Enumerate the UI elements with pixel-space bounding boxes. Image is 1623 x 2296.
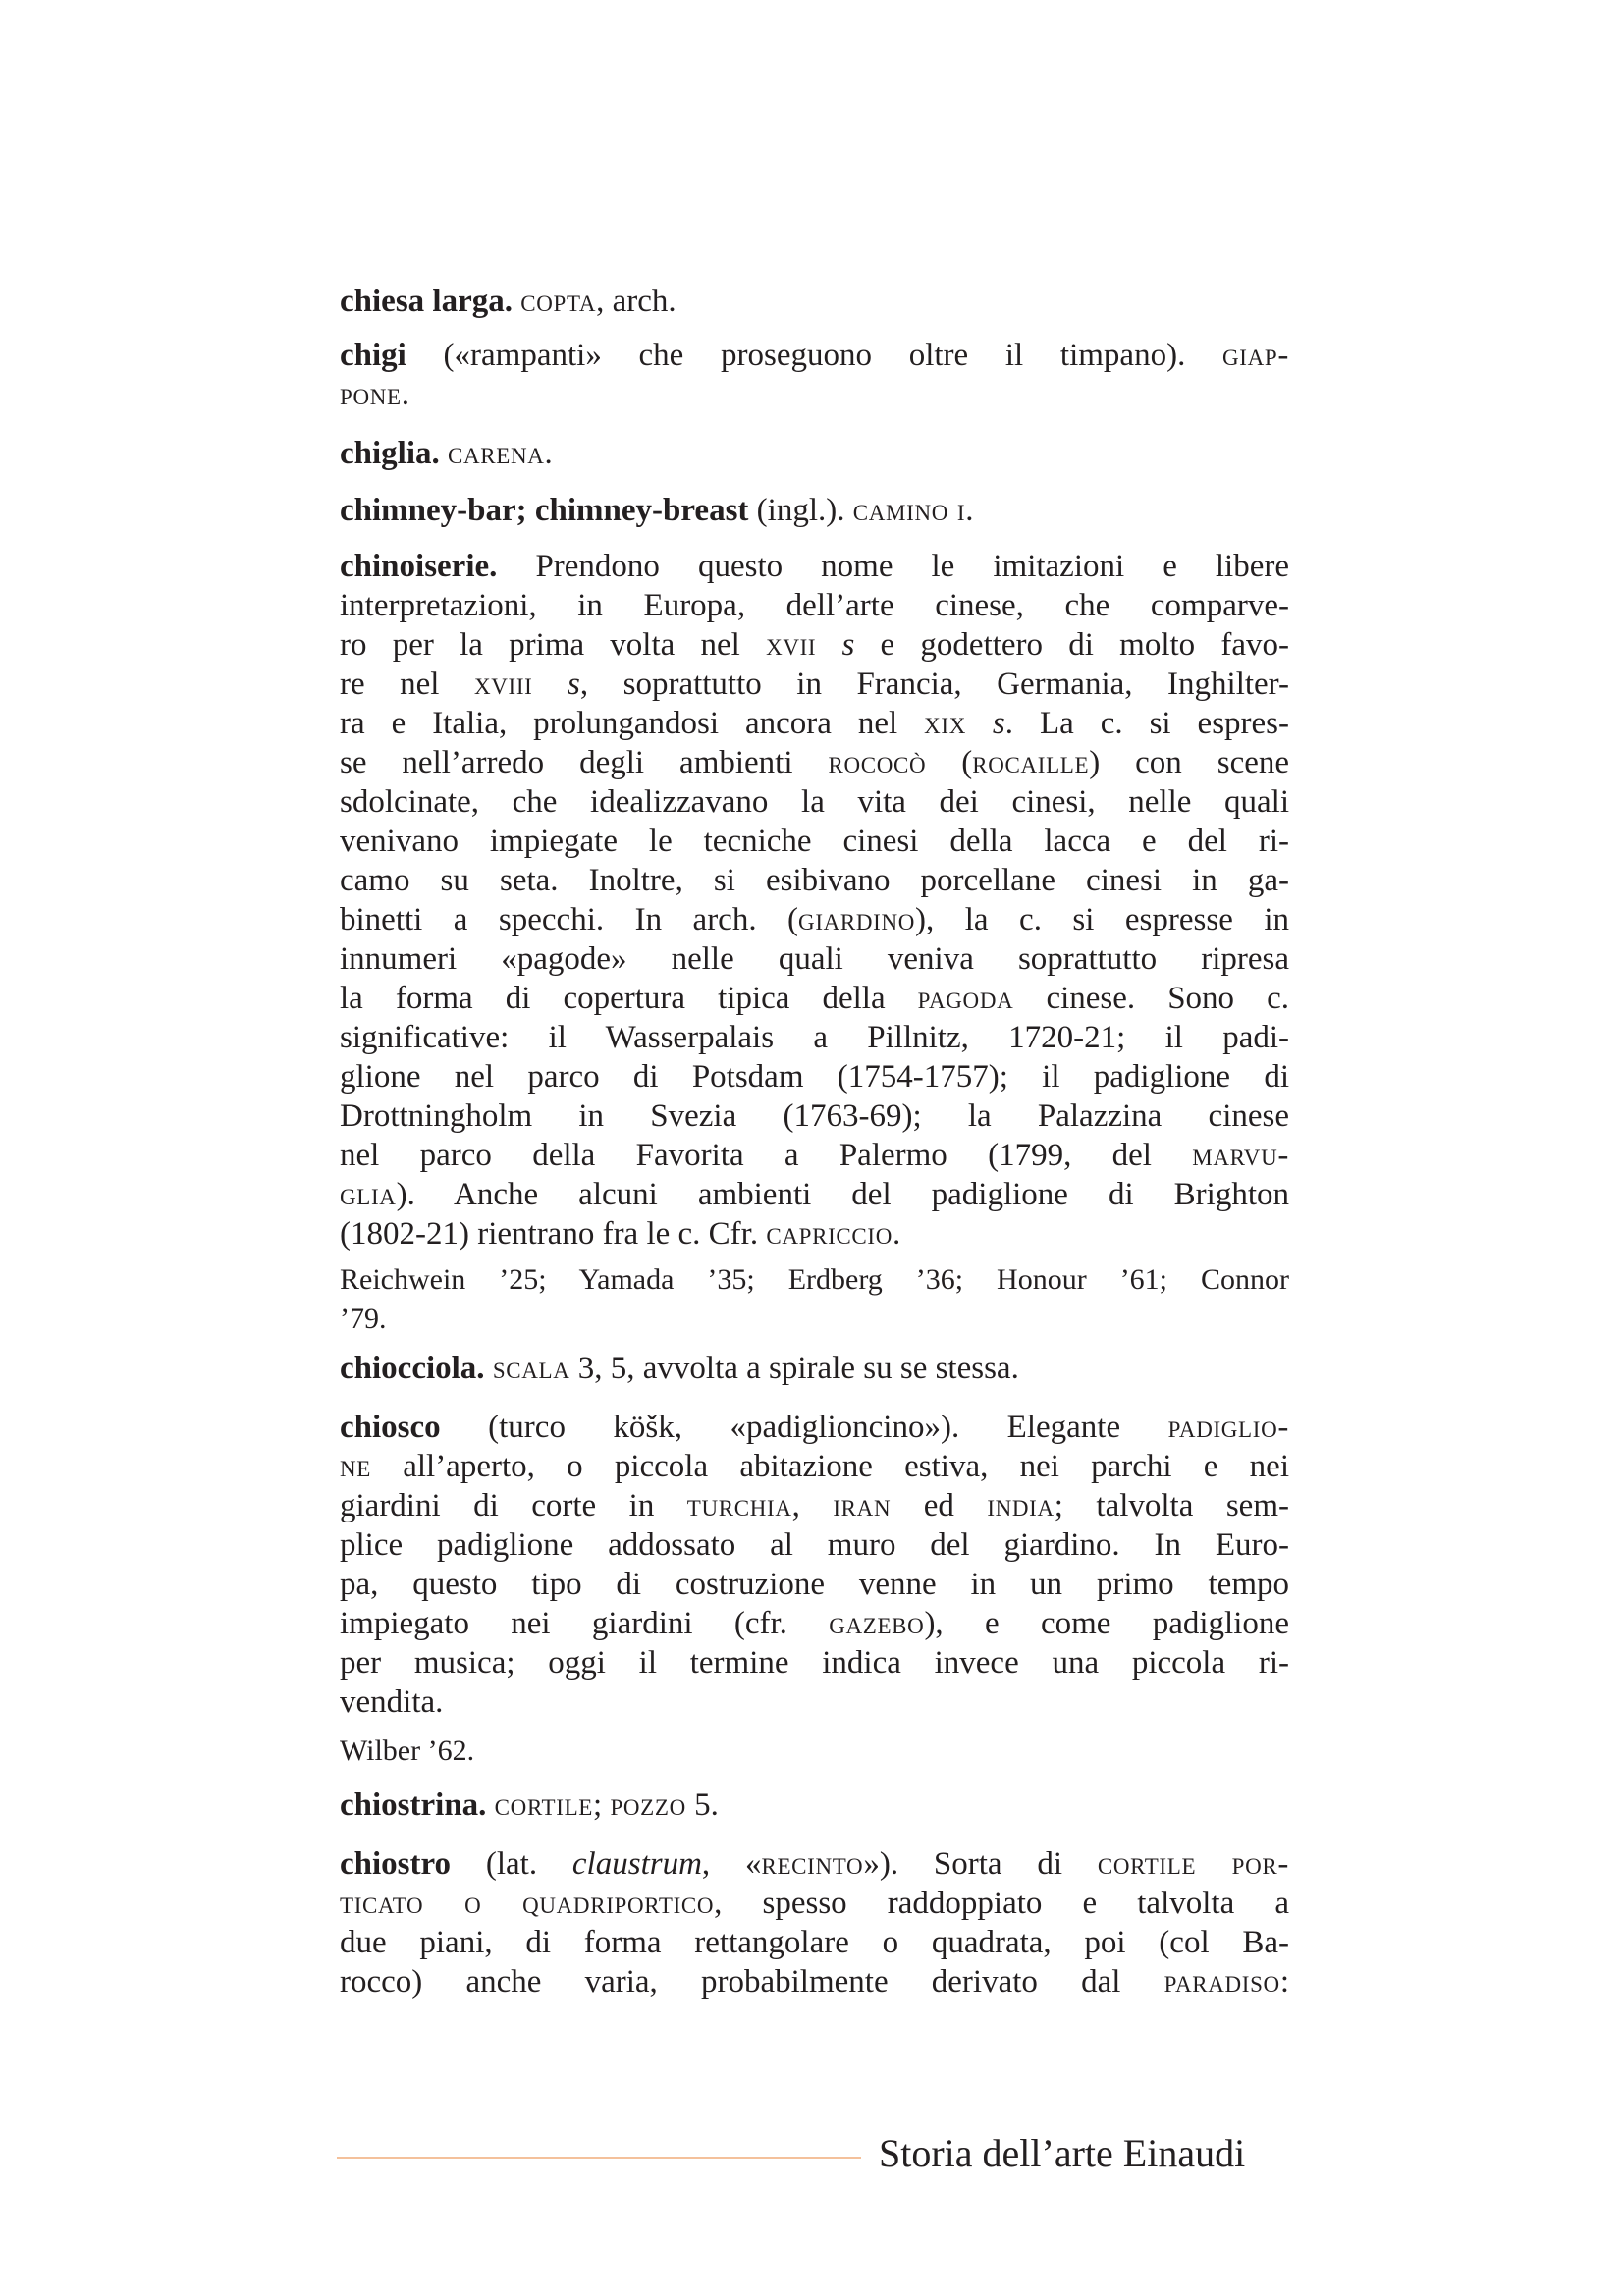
text-line	[340, 375, 1289, 414]
text-line	[340, 782, 1289, 822]
text-run: significative: il Wasserpalais a Pillnitz, 1720-21; il padi-	[340, 1020, 1289, 1055]
headword: chinoiserie.	[340, 549, 498, 584]
headword: chimney-bar; chimney-breast	[340, 493, 749, 528]
text-run	[486, 1788, 494, 1823]
text-run: .	[892, 1216, 901, 1252]
cross-reference: cortile	[494, 1788, 594, 1823]
text-line	[340, 336, 1289, 375]
text-run: nel parco della Favorita a Palermo (1799, del	[340, 1138, 1193, 1173]
text-run: vendita.	[340, 1684, 444, 1720]
text-line	[340, 1408, 1289, 1447]
text-line	[340, 491, 1289, 530]
italic-text: claustrum	[571, 1846, 702, 1882]
text-run: (ingl.).	[748, 493, 853, 528]
text-line	[340, 1214, 1289, 1254]
footer-title: Storia dell’arte Einaudi	[879, 2131, 1246, 2175]
text-run: Prendono questo nome le imitazioni e libere	[497, 549, 1289, 584]
cross-reference: turchia	[686, 1488, 792, 1523]
headword: chiostrina.	[340, 1788, 487, 1823]
text-run	[440, 436, 448, 471]
text-run: ), la c. si espresse in	[915, 902, 1289, 937]
headword: chiocciola.	[340, 1351, 485, 1386]
italic-text: s	[841, 627, 855, 663]
cross-reference: paradiso	[1163, 1964, 1280, 2000]
text-run: la forma di copertura tipica della	[340, 981, 918, 1016]
text-run: per musica; oggi il termine indica invece una piccola ri-	[340, 1645, 1289, 1681]
text-run: .	[401, 377, 409, 412]
text-run: giardini di corte in	[340, 1488, 687, 1523]
text-run: cinese. Sono c.	[1013, 981, 1290, 1016]
text-run	[816, 627, 841, 663]
text-line	[340, 1786, 1289, 1825]
text-run	[485, 1351, 493, 1386]
footer-rule	[337, 2157, 861, 2159]
text-line	[340, 939, 1289, 979]
text-run: plice padiglione addossato al muro del giardino. In Euro-	[340, 1527, 1289, 1563]
text-run: Reichwein ’25; Yamada ’35; Erdberg ’36; Honour ’61; Connor	[340, 1263, 1289, 1296]
cross-reference: copta	[520, 284, 597, 319]
headword: chiesa larga.	[340, 284, 513, 319]
cross-reference: ticato o quadriportico	[340, 1886, 715, 1921]
text-run: ro per la prima volta nel	[340, 627, 767, 663]
text-line	[340, 1604, 1289, 1643]
text-run: impiegato nei giardini (cfr.	[340, 1606, 830, 1641]
text-run: 5.	[685, 1788, 719, 1823]
cross-reference: pagoda	[917, 981, 1014, 1016]
text-line	[340, 1643, 1289, 1682]
headword: chigi	[340, 338, 406, 373]
text-run: ,	[791, 1488, 834, 1523]
text-run	[532, 667, 568, 702]
cross-reference: giardino	[798, 902, 916, 937]
text-line	[340, 1349, 1289, 1388]
cross-reference: padiglio-	[1167, 1410, 1289, 1445]
italic-text: s	[992, 706, 1005, 741]
text-line	[340, 434, 1289, 473]
text-run: due piani, di forma rettangolare o quadrata, poi (col Ba-	[340, 1925, 1289, 1960]
cross-reference: pone	[340, 377, 402, 412]
cross-reference: ne	[340, 1449, 371, 1484]
cross-reference: xix	[924, 706, 966, 741]
text-line	[340, 665, 1289, 704]
text-run: , spesso raddoppiato e talvolta a	[714, 1886, 1289, 1921]
text-line	[340, 1844, 1289, 1884]
text-line	[340, 1057, 1289, 1096]
text-run: (turco köšk, «padiglioncino»). Elegante	[440, 1410, 1168, 1445]
text-run: ), e come padiglione	[924, 1606, 1290, 1641]
text-run: , soprattutto in Francia, Germania, Inghilter-	[579, 667, 1289, 702]
text-run: ; talvolta sem-	[1054, 1488, 1289, 1523]
text-line	[340, 1682, 1289, 1722]
cross-reference: scala	[492, 1351, 570, 1386]
headword: chiostro	[340, 1846, 452, 1882]
text-line	[340, 979, 1289, 1018]
text-run: camo su seta. Inoltre, si esibivano porcellane cinesi in ga-	[340, 863, 1289, 898]
bibliography-line	[340, 1300, 1289, 1339]
text-run: ;	[593, 1788, 611, 1823]
cross-reference: xvii	[766, 627, 817, 663]
text-run: re nel	[340, 667, 474, 702]
text-line	[340, 1447, 1289, 1486]
text-line	[340, 1136, 1289, 1175]
cross-reference: iran	[833, 1488, 892, 1523]
text-run: innumeri «pagode» nelle quali veniva soprattutto ripresa	[340, 941, 1289, 977]
cross-reference: rocaille	[972, 745, 1090, 780]
text-run: (lat.	[451, 1846, 572, 1882]
cross-reference: glia	[340, 1177, 397, 1212]
text-run: . La c. si espres-	[1004, 706, 1289, 741]
headword: chiosco	[340, 1410, 441, 1445]
text-run: , arch.	[596, 284, 676, 319]
text-line	[340, 547, 1289, 586]
text-run: 3, 5, avvolta a spirale su se stessa.	[569, 1351, 1019, 1386]
text-run: interpretazioni, in Europa, dell’arte cinese, che comparve-	[340, 588, 1289, 623]
text-run: rocco) anche varia, probabilmente derivato dal	[340, 1964, 1164, 2000]
text-run	[966, 706, 993, 741]
text-line	[340, 1962, 1289, 2002]
text-run: .	[544, 436, 553, 471]
text-line	[340, 282, 1289, 321]
cross-reference: pozzo	[610, 1788, 686, 1823]
text-line	[340, 1175, 1289, 1214]
text-run: .	[965, 493, 974, 528]
text-run: Wilber ’62.	[340, 1735, 475, 1767]
cross-reference: carena	[448, 436, 545, 471]
text-run: :	[1279, 1964, 1289, 2000]
text-line	[340, 1018, 1289, 1057]
cross-reference: camino i	[852, 493, 966, 528]
text-run: («rampanti» che proseguono oltre il timpano).	[406, 338, 1223, 373]
text-run: sdolcinate, che idealizzavano la vita dei cinesi, nelle quali	[340, 784, 1289, 820]
text-line	[340, 704, 1289, 743]
text-line	[340, 586, 1289, 625]
bibliography-line	[340, 1260, 1289, 1300]
headword: chiglia.	[340, 436, 440, 471]
text-line	[340, 743, 1289, 782]
text-run: ed	[891, 1488, 988, 1523]
cross-reference: india	[987, 1488, 1055, 1523]
text-line	[340, 900, 1289, 939]
text-line	[340, 1096, 1289, 1136]
text-run: Drottningholm in Svezia (1763-69); la Palazzina cinese	[340, 1098, 1289, 1134]
text-run: glione nel parco di Potsdam (1754-1757); il padiglione di	[340, 1059, 1289, 1095]
italic-text: s	[568, 667, 580, 702]
text-line	[340, 1884, 1289, 1923]
text-run	[513, 284, 520, 319]
text-run: ). Anche alcuni ambienti del padiglione di Brighton	[396, 1177, 1289, 1212]
text-run: pa, questo tipo di costruzione venne in un primo tempo	[340, 1567, 1289, 1602]
cross-reference: recinto	[761, 1846, 864, 1882]
text-run: venivano impiegate le tecniche cinesi della lacca e del ri-	[340, 824, 1289, 859]
cross-reference: cortile por-	[1097, 1846, 1290, 1882]
cross-reference: rococò	[828, 745, 927, 780]
text-line	[340, 861, 1289, 900]
cross-reference: gazebo	[829, 1606, 925, 1641]
text-run: , «	[701, 1846, 762, 1882]
text-run: binetti a specchi. In arch. (	[340, 902, 799, 937]
text-line	[340, 1525, 1289, 1565]
text-run: ’79.	[340, 1303, 387, 1335]
text-run: ra e Italia, prolungandosi ancora nel	[340, 706, 925, 741]
text-line	[340, 1923, 1289, 1962]
text-run: se nell’arredo degli ambienti	[340, 745, 829, 780]
text-run: »). Sorta di	[863, 1846, 1098, 1882]
cross-reference: marvu-	[1192, 1138, 1289, 1173]
text-run: (	[926, 745, 973, 780]
text-line	[340, 625, 1289, 665]
bibliography-line	[340, 1732, 1289, 1771]
text-run: all’aperto, o piccola abitazione estiva, nei parchi e nei	[370, 1449, 1289, 1484]
text-line	[340, 1565, 1289, 1604]
text-line	[340, 1486, 1289, 1525]
text-line	[340, 822, 1289, 861]
cross-reference: xviii	[473, 667, 533, 702]
cross-reference: capriccio	[766, 1216, 893, 1252]
cross-reference: giap-	[1222, 338, 1289, 373]
text-run: e godettero di molto favo-	[854, 627, 1290, 663]
text-run: (1802-21) rientrano fra le c. Cfr.	[340, 1216, 767, 1252]
text-run: ) con scene	[1089, 745, 1290, 780]
